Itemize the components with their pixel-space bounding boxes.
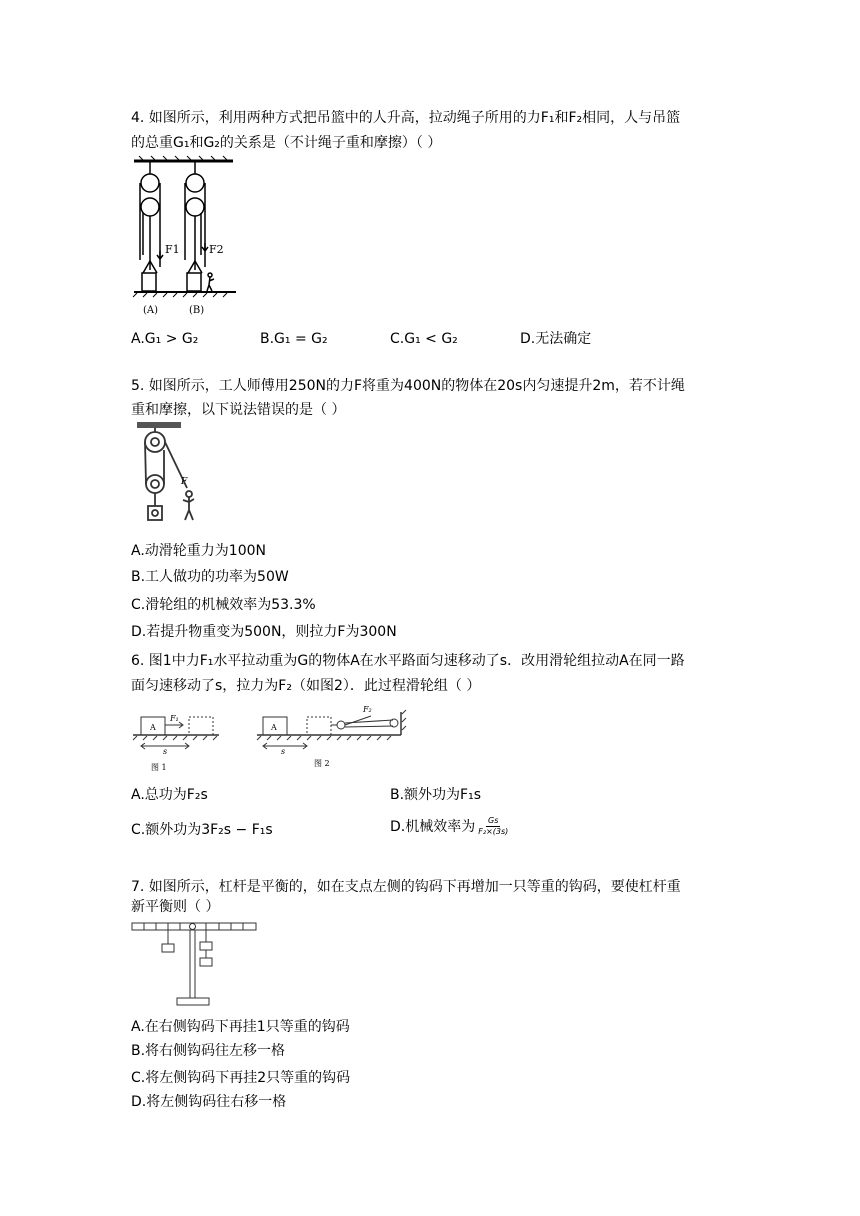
q5-option-c: C.滑轮组的机械效率为53.3% [131,597,316,613]
q5-option-d: D.若提升物重变为500N，则拉力F为300N [131,624,397,640]
q5-option-a: A.动滑轮重力为100N [131,543,266,559]
q7-option-c: C.将左侧钩码下再挂2只等重的钩码 [131,1070,351,1086]
q4-option-d: D.无法确定 [520,331,592,347]
q4-label-a: (A) [143,305,159,316]
q6-option-d-numerator: Gs [488,816,499,825]
q7-stem-line2: 新平衡则（ ） [131,899,220,915]
q7-lever-figure [131,918,261,1013]
q6-option-a: A.总功为F₂s [131,787,208,803]
q6-fig2-distance-label: s [281,747,286,756]
q6-fig2-force-label: F₂ [363,705,372,714]
q5-stem-line1: 5. 如图所示，工人师傅用250N的力F将重为400N的物体在20s内匀速提升2m，若不计绳 [131,378,685,394]
q4-stem-line2: 的总重G₁和G₂的关系是（不计绳子重和摩擦）（ ） [131,135,442,151]
q4-option-a: A.G₁ > G₂ [131,331,199,347]
q4-label-f1: F1 [165,243,180,256]
q7-stem-line1: 7. 如图所示，杠杆是平衡的，如在支点左侧的钩码下再增加一只等重的钩码，要使杠杆重 [131,879,681,895]
q6-fig1-distance-label: s [163,747,168,756]
q7-option-d: D.将左侧钩码往右移一格 [131,1094,287,1110]
q5-option-b: B.工人做功的功率为50W [131,569,289,585]
q6-option-c: C.额外功为3F₂s − F₁s [131,822,273,838]
q4-pulley-figure [131,155,241,320]
q6-stem-line1: 6. 图1中力F₁水平拉动重为G的物体A在水平路面匀速移动了s．改用滑轮组拉动A在同一路 [131,653,685,669]
q4-label-b: (B) [189,305,205,316]
q6-fig2-block-label: A [271,723,277,732]
q6-fig1-caption: 图 1 [151,763,167,772]
q5-label-f: F [181,477,188,487]
q6-option-b: B.额外功为F₁s [390,787,482,803]
q7-option-a: A.在右侧钩码下再挂1只等重的钩码 [131,1019,350,1035]
q6-option-d-prefix: D.机械效率为 [390,818,476,835]
q6-fig2-caption: 图 2 [314,759,330,768]
q6-option-d-fraction [476,816,510,837]
q4-label-f2: F2 [209,243,224,256]
q6-fig1-force-label: F₁ [170,714,179,723]
q6-stem-line2: 面匀速移动了s，拉力为F₂（如图2）．此过程滑轮组（ ） [131,678,481,694]
q5-stem-line2: 重和摩擦，以下说法错误的是（ ） [131,402,346,418]
q4-option-c: C.G₁ < G₂ [390,331,458,347]
q7-option-b: B.将右侧钩码往左移一格 [131,1043,286,1059]
q6-figures [131,702,411,774]
q4-option-b: B.G₁ = G₂ [260,331,328,347]
q6-option-d [390,816,510,837]
q6-fig1-block-label: A [150,723,156,732]
q6-option-d-denominator: F₂×(3s) [478,827,509,836]
q4-stem-line1: 4. 如图所示，利用两种方式把吊篮中的人升高，拉动绳子所用的力F₁和F₂相同，人与吊篮 [131,110,681,126]
q5-pulley-figure [131,420,211,530]
